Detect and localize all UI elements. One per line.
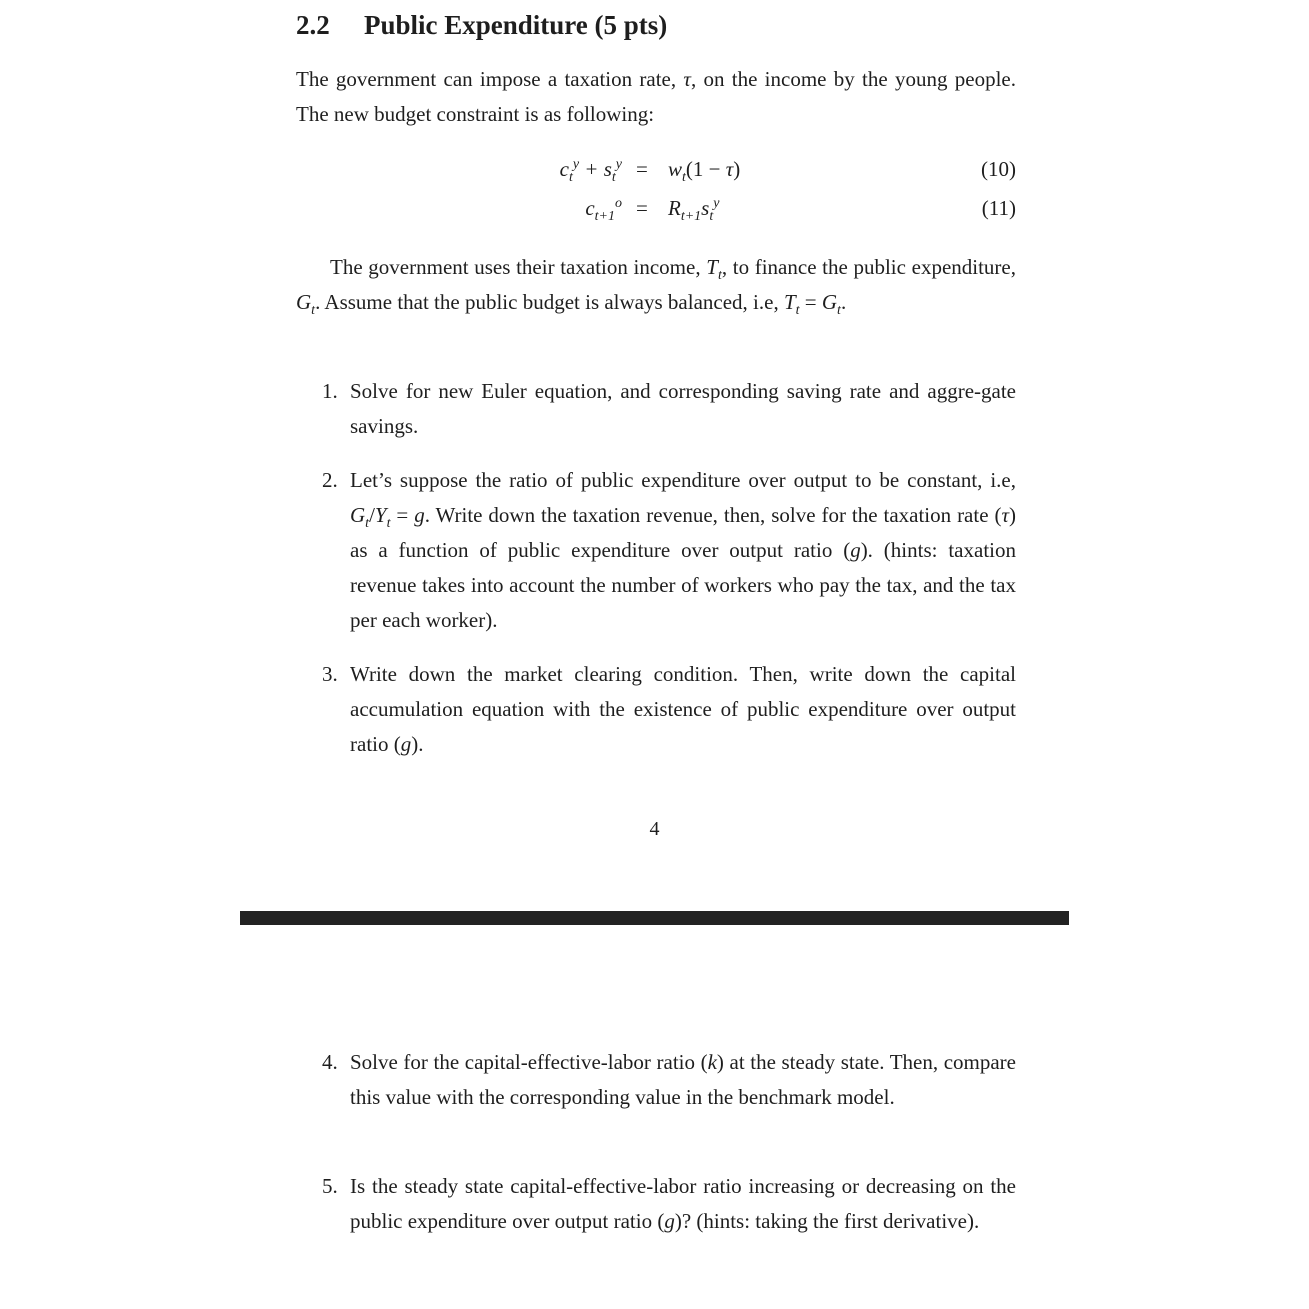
question-marker: 4. <box>322 1050 338 1074</box>
question-text: Is the steady state capital-effective-labor ratio increasing or decreasing on the public expenditure over output ratio (g)? (hints: taking the first derivative). <box>350 1174 1016 1233</box>
equation-rhs: $R_{t+1}s_t^y$ <box>668 196 720 225</box>
balance-equation: $T_t$ <box>783 290 800 319</box>
intro-text-2: , on the income by the young people. The new budget constraint is as following: <box>296 67 1016 126</box>
question-text: Let’s suppose the ratio of public expenditure over output to be constant, i.e, $G_t/Y_t = g$. Write down the taxation revenue, then, solve for the taxation rate (τ) as a function of public expenditure over output ratio (g). (hints: taxation revenue takes into account the number of workers who pay the tax, and the tax per each worker). <box>350 468 1017 632</box>
section-heading <box>296 10 667 41</box>
section-title: Public Expenditure (5 pts) <box>364 10 668 40</box>
tau-symbol: τ <box>683 67 691 91</box>
budget-text-a: The government uses their taxation income, <box>330 255 707 279</box>
tax-income-symbol: $T_t$ <box>706 255 722 284</box>
question-marker: 3. <box>322 662 338 686</box>
equation-10 <box>296 157 1016 191</box>
question-text: Write down the market clearing condition. Then, write down the capital accumulation equation with the existence of public expenditure over output ratio (g). <box>350 662 1016 756</box>
question-marker: 1. <box>322 379 338 403</box>
intro-text-1: The government can impose a taxation rate, <box>296 67 684 91</box>
budget-text-c: . Assume that the public budget is always balanced, i.e, <box>315 290 784 314</box>
budget-text-b: , to finance the public expenditure, <box>721 255 1016 279</box>
question-text: Solve for the capital-effective-labor ratio (k) at the steady state. Then, compare this value with the corresponding value in the benchmark model. <box>350 1050 1016 1109</box>
question-4 <box>296 1045 1016 1115</box>
budget-text-d: . <box>840 290 847 314</box>
equation-rhs: $w_t(1 - \tau)$ <box>668 157 741 186</box>
page-divider <box>240 911 1069 925</box>
equation-relation: = <box>636 196 648 220</box>
expenditure-symbol: $G_t$ <box>296 290 316 319</box>
intro-paragraph <box>296 62 1016 132</box>
budget-paragraph: The government uses their taxation income, $T_t$, to finance the public expenditure, $G_t$. Assume that the public budget is always balanced, i.e, $T_t = G_t$. <box>296 255 1016 319</box>
question-marker: 5. <box>322 1174 338 1198</box>
question-2 <box>296 463 1016 638</box>
equation-lhs: $c_{t+1}^o$ <box>585 196 622 225</box>
question-text: Solve for new Euler equation, and corresponding saving rate and aggre-gate savings. <box>350 379 1016 438</box>
question-5 <box>296 1169 1016 1239</box>
section-number: 2.2 <box>296 10 330 40</box>
equation-number: (10) <box>981 157 1016 181</box>
equation-11 <box>296 196 1016 230</box>
equation-lhs: $c_t^y + s_t^y$ <box>559 157 622 186</box>
equation-number: (11) <box>981 196 1016 220</box>
question-1 <box>296 374 1016 444</box>
question-3 <box>296 657 1016 762</box>
equation-relation: = <box>636 157 648 181</box>
page-number: 4 <box>649 818 660 840</box>
question-marker: 2. <box>322 468 338 492</box>
